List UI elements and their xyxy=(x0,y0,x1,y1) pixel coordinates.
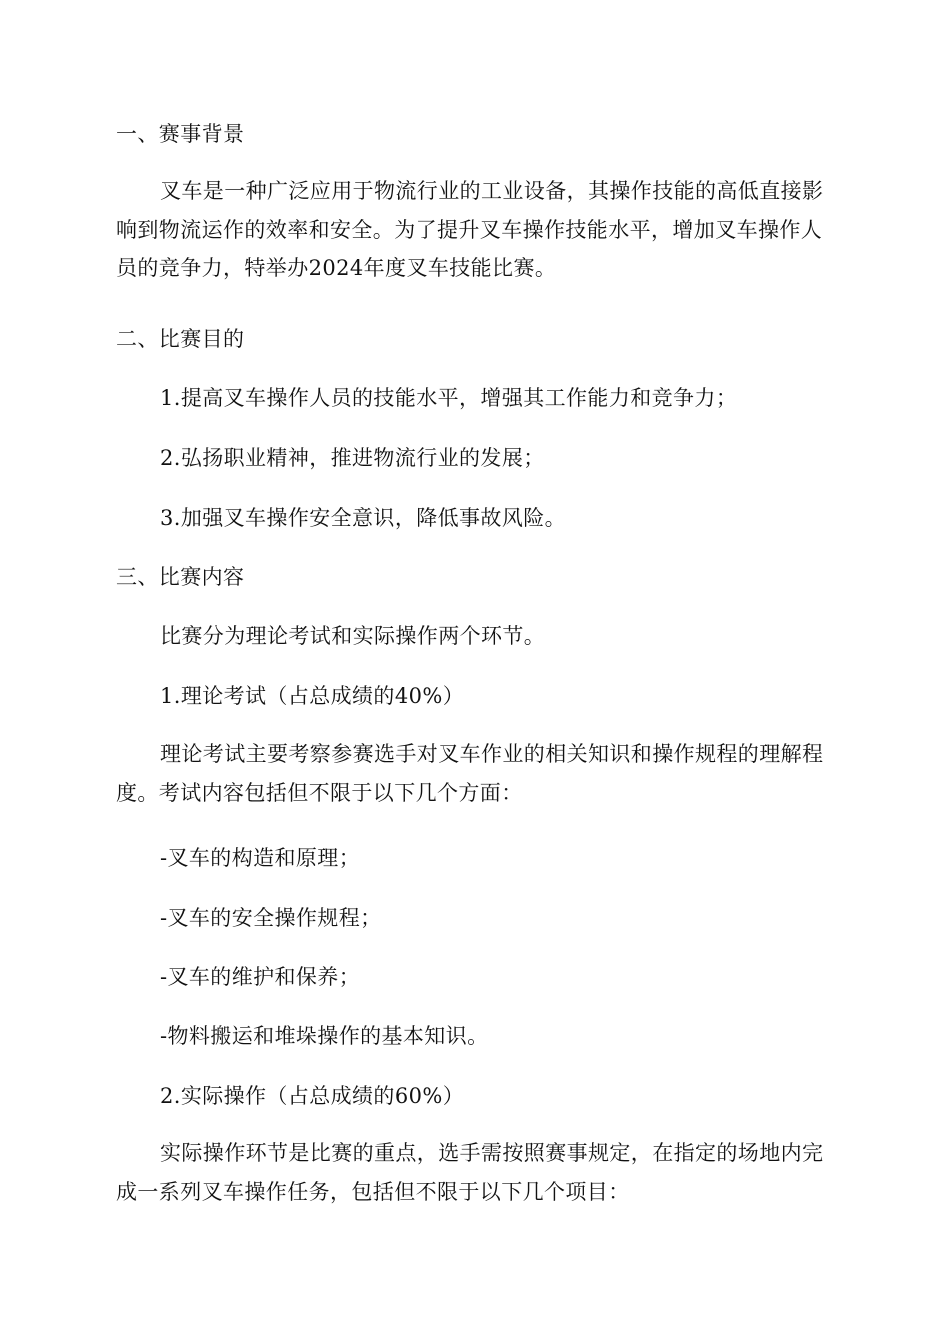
list-item-handling-knowledge: -物料搬运和堆垛操作的基本知识。 xyxy=(160,1024,489,1048)
subheading-practical-operation: 2.实际操作（占总成绩的60%） xyxy=(160,1084,465,1108)
paragraph-background: 叉车是一种广泛应用于物流行业的工业设备，其操作技能的高低直接影响到物流运作的效率和安全。为了提升叉车操作技能水平，增加叉车操作人员的竞争力，特举办2024年度叉车技能比赛。 xyxy=(116,179,824,280)
section-heading-content: 三、比赛内容 xyxy=(116,565,245,589)
paragraph-theory-exam: 理论考试主要考察参赛选手对叉车作业的相关知识和操作规程的理解程度。考试内容包括但不限于以下几个方面： xyxy=(116,742,824,805)
list-item-maintenance: -叉车的维护和保养； xyxy=(160,965,361,989)
list-item-structure: -叉车的构造和原理； xyxy=(160,846,361,870)
purpose-item-3: 3.加强叉车操作安全意识，降低事故风险。 xyxy=(160,506,567,530)
paragraph-practical-operation: 实际操作环节是比赛的重点，选手需按照赛事规定，在指定的场地内完成一系列叉车操作任务，包括但不限于以下几个项目： xyxy=(116,1141,824,1204)
subheading-theory-exam: 1.理论考试（占总成绩的40%） xyxy=(160,684,465,708)
section-heading-background: 一、赛事背景 xyxy=(116,122,245,146)
list-item-safety-rules: -叉车的安全操作规程； xyxy=(160,906,382,930)
paragraph-content-intro: 比赛分为理论考试和实际操作两个环节。 xyxy=(160,624,546,648)
section-heading-purpose: 二、比赛目的 xyxy=(116,327,245,351)
purpose-item-1: 1.提高叉车操作人员的技能水平，增强其工作能力和竞争力； xyxy=(160,386,738,410)
purpose-item-2: 2.弘扬职业精神，推进物流行业的发展； xyxy=(160,446,545,470)
